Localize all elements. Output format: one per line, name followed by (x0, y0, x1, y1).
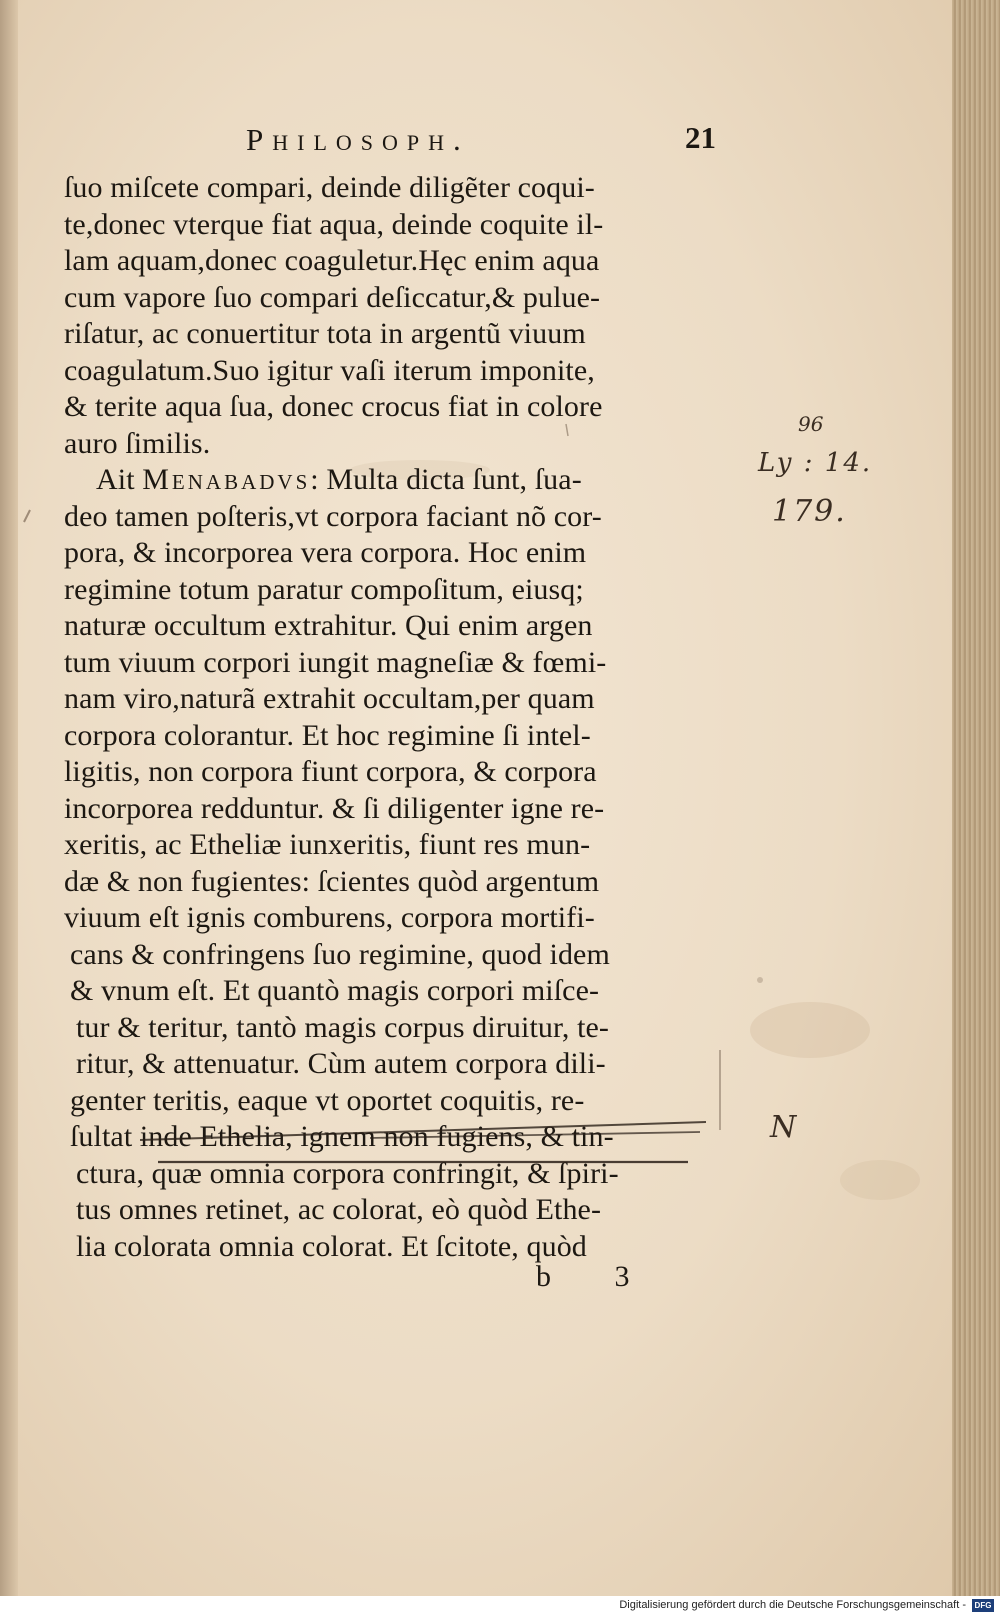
text-line: deo tamen poſteris,vt corpora faciant nõ cor- (64, 499, 602, 533)
text-line: incorporea redduntur. & ſi diligenter igne re- (64, 791, 605, 825)
text-line: riſatur, ac conuertitur tota in argentũ viuum (64, 317, 586, 350)
text-line: dæ & non fugientes: ſcientes quòd argentum (64, 864, 600, 898)
text-line: cum vapore ſuo compari deſiccatur,& pulue- (64, 280, 601, 314)
paragraph-first-line: : Multa dicta ſunt, ſua- (310, 463, 582, 496)
text-line: xeritis, ac Etheliæ iunxeritis, fiunt res mun- (64, 828, 591, 861)
text-line: & terite aqua ſua, donec crocus fiat in colore (64, 390, 603, 423)
text-line: ſultat inde Ethelia, ignem non fugiens, & tin- (70, 1120, 614, 1153)
margin-note-nb: N (770, 1110, 797, 1145)
margin-note-96: 96 (798, 412, 824, 436)
text-line: regimine totum paratur compoſitum, eiusq; (64, 572, 584, 606)
speaker-name: Menabadvs (142, 463, 311, 496)
text-line: nam viro,naturã extrahit occultam,per quam (64, 682, 595, 715)
text-line: tur & teritur, tantò magis corpus diruitur, te- (76, 1010, 610, 1044)
text-line: naturæ occultum extrahitur. Qui enim argen (64, 609, 593, 642)
margin-note-reference: Ly : 14. (758, 448, 873, 478)
text-line: ritur, & attenuatur. Cùm autem corpora dili- (76, 1047, 606, 1080)
text-line: ſuo miſcete compari, deinde diligẽter coqui- (64, 171, 595, 204)
text-line: pora, & incorporea vera corpora. Hoc enim (64, 536, 587, 569)
text-line: tum viuum corpori iungit magneſiæ & fœmi- (64, 645, 607, 679)
text-line: auro ſimilis. (64, 426, 211, 460)
text-line: ligitis, non corpora fiunt corpora, & corpora (64, 755, 597, 788)
text-line: corpora colorantur. Et hoc regimine ſi intel- (64, 718, 591, 752)
dfg-logo: DFG (972, 1599, 994, 1612)
text-line: viuum eſt ignis comburens, corpora mortifi- (64, 901, 595, 934)
paragraph-lead: Ait (96, 463, 143, 496)
page-fore-edge (952, 0, 1000, 1596)
ink-underline (140, 1118, 706, 1178)
funding-credit: Digitalisierung gefördert durch die Deutsche Forschungsgemeinschaft - (619, 1599, 966, 1611)
text-line: ctura, quæ omnia corpora confringit, & ſpiri- (76, 1156, 619, 1190)
margin-note-179: 179. (772, 494, 847, 529)
body-text (60, 170, 716, 1265)
text-line: lam aquam,donec coaguletur.Hęc enim aqua (64, 244, 600, 277)
running-head: Philosoph. (246, 122, 470, 157)
text-line: lia colorata omnia colorat. Et ſcitote, quòd (76, 1229, 587, 1263)
text-line: genter teritis, eaque vt oportet coquitis, re- (70, 1083, 585, 1117)
text-line: & vnum eſt. Et quantò magis corpori miſce- (70, 974, 600, 1007)
signature-mark: b 3 (536, 1260, 658, 1293)
paragraph-start (60, 462, 716, 499)
text-line: cans & confringens ſuo regimine, quod idem (70, 937, 610, 971)
page-headline (246, 118, 716, 168)
page-number: 21 (685, 120, 716, 155)
gutter-shadow (0, 0, 18, 1596)
text-line: te,donec vterque fiat aqua, deinde coquite il- (64, 207, 604, 241)
text-line: tus omnes retinet, ac colorat, eò quòd Ethe- (76, 1193, 602, 1226)
text-line: coagulatum.Suo igitur vaſi iterum imponite, (64, 353, 595, 387)
